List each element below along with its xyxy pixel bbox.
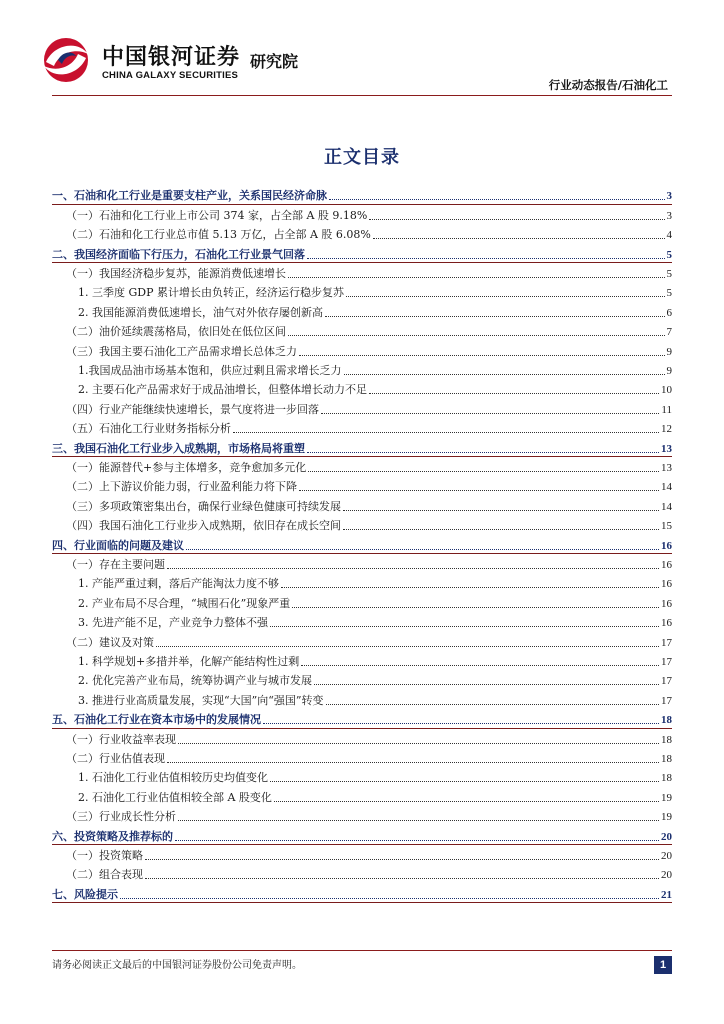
toc-entry-label: （三）多项政策密集出台，确保行业绿色健康可持续发展 (66, 499, 341, 513)
toc-entry-page: 14 (661, 481, 672, 494)
toc-entry-label: 2. 产业布局不尽合理，“城围石化”现象严重 (78, 596, 291, 610)
toc-entry-level-3[interactable] (52, 785, 672, 804)
toc-entry-label: （一）能源替代+参与主体增多，竞争愈加多元化 (66, 460, 307, 474)
toc-entry-page: 13 (661, 442, 672, 455)
toc-entry-level-2[interactable] (52, 630, 672, 649)
toc-entry-level-1[interactable] (52, 436, 672, 455)
toc-entry-page: 20 (661, 849, 672, 862)
toc-leader-dots (281, 587, 659, 588)
toc-entry-label: （四）行业产能继续快速增长，景气度将进一步回落 (66, 402, 319, 416)
toc-entry-page: 3 (666, 209, 672, 222)
toc-entry-label: （三）我国主要石油化工产品需求增长总体乏力 (66, 344, 297, 358)
toc-entry-level-1[interactable] (52, 708, 672, 727)
toc-entry-level-1[interactable] (52, 824, 672, 843)
toc-entry-page: 16 (661, 539, 672, 552)
toc-entry-label: 1. 科学规划+多措并举，化解产能结构性过剩 (78, 654, 300, 668)
header-divider (52, 95, 672, 96)
toc-leader-dots (346, 296, 665, 297)
company-logo (36, 32, 308, 92)
toc-leader-dots (288, 335, 665, 336)
toc-entry-level-2[interactable] (52, 844, 672, 863)
galaxy-logo-icon (36, 32, 96, 88)
toc-entry-page: 17 (661, 636, 672, 649)
toc-entry-level-2[interactable] (52, 747, 672, 766)
toc-leader-dots (186, 549, 659, 550)
toc-entry-level-2[interactable] (52, 494, 672, 513)
toc-entry-level-3[interactable] (52, 766, 672, 785)
toc-entry-level-1[interactable] (52, 242, 672, 261)
toc-entry-level-2[interactable] (52, 339, 672, 358)
toc-entry-page: 17 (661, 655, 672, 668)
toc-leader-dots (167, 568, 659, 569)
toc-entry-label: 七、风险提示 (52, 887, 118, 901)
toc-leader-dots (369, 219, 664, 220)
toc-leader-dots (307, 452, 659, 453)
toc-leader-dots (344, 374, 665, 375)
page-header (0, 0, 724, 100)
toc-entry-page: 20 (661, 830, 672, 843)
toc-entry-label: 3. 推进行业高质量发展，实现“大国”向“强国”转变 (78, 693, 324, 707)
toc-entry-label: 1. 产能严重过剩，落后产能淘汰力度不够 (78, 577, 279, 591)
company-name-en: CHINA GALAXY SECURITIES (102, 70, 239, 81)
toc-entry-level-2[interactable] (52, 805, 672, 824)
toc-leader-dots (178, 743, 659, 744)
toc-entry-label: 二、我国经济面临下行压力，石油化工行业景气回落 (52, 247, 305, 261)
toc-entry-level-2[interactable] (52, 727, 672, 746)
toc-entry-level-2[interactable] (52, 203, 672, 222)
toc-entry-label: 五、石油化工行业在资本市场中的发展情况 (52, 713, 261, 727)
institute-label: 研究院 (250, 52, 299, 71)
toc-leader-dots (292, 607, 659, 608)
toc-entry-label: 2. 我国能源消费低速增长，油气对外依存屡创新高 (78, 305, 323, 319)
footer-disclaimer: 请务必阅读正文最后的中国银河证券股份公司免责声明。 (52, 960, 302, 971)
page-number: 1 (654, 956, 672, 974)
toc-leader-dots (326, 704, 660, 705)
toc-entry-label: 3. 先进产能不足，产业竞争力整体不强 (78, 616, 268, 630)
toc-entry-page: 16 (661, 558, 672, 571)
toc-leader-dots (343, 510, 659, 511)
toc-entry-level-3[interactable] (52, 281, 672, 300)
toc-entry-page: 5 (666, 287, 672, 300)
footer-divider (52, 950, 672, 951)
toc-leader-dots (175, 840, 659, 841)
toc-entry-level-3[interactable] (52, 359, 672, 378)
toc-entry-page: 18 (661, 733, 672, 746)
toc-entry-label: （二）石油和化工行业总市值 5.13 万亿，占全部 A 股 6.08% (66, 228, 371, 242)
toc-entry-label: 2. 主要石化产品需求好于成品油增长，但整体增长动力不足 (78, 383, 367, 397)
toc-entry-page: 16 (661, 597, 672, 610)
toc-entry-level-3[interactable] (52, 378, 672, 397)
toc-entry-page: 4 (666, 229, 672, 242)
toc-entry-label: 三、我国石油化工行业步入成熟期，市场格局将重塑 (52, 441, 305, 455)
toc-entry-level-2[interactable] (52, 262, 672, 281)
toc-entry-page: 15 (661, 520, 672, 533)
toc-leader-dots (308, 471, 659, 472)
toc-entry-label: （五）石油化工行业财务指标分析 (66, 422, 231, 436)
toc-entry-label: 六、投资策略及推荐标的 (52, 829, 173, 843)
toc-leader-dots (233, 432, 659, 433)
toc-leader-dots (167, 762, 659, 763)
toc-leader-dots (274, 801, 659, 802)
toc-title: 正文目录 (324, 147, 400, 168)
toc-entry-label: 1. 三季度 GDP 累计增长由负转正，经济运行稳步复苏 (78, 286, 344, 300)
toc-entry-page: 11 (661, 403, 672, 416)
toc-entry-level-2[interactable] (52, 514, 672, 533)
toc-leader-dots (329, 199, 665, 200)
toc-entry-level-3[interactable] (52, 650, 672, 669)
toc-entry-level-2[interactable] (52, 417, 672, 436)
toc-leader-dots (301, 665, 659, 666)
toc-entry-level-3[interactable] (52, 688, 672, 707)
toc-entry-label: （二）组合表现 (66, 868, 143, 882)
toc-entry-label: （一）投资策略 (66, 848, 143, 862)
toc-entry-level-2[interactable] (52, 553, 672, 572)
toc-entry-label: （四）我国石油化工行业步入成熟期，依旧存在成长空间 (66, 519, 341, 533)
toc-entry-page: 13 (661, 461, 672, 474)
toc-entry-page: 18 (661, 752, 672, 765)
toc-entry-page: 16 (661, 578, 672, 591)
toc-entry-page: 10 (661, 384, 672, 397)
toc-entry-level-2[interactable] (52, 863, 672, 882)
toc-entry-level-2[interactable] (52, 397, 672, 416)
toc-entry-level-1[interactable] (52, 184, 672, 203)
toc-entry-page: 19 (661, 811, 672, 824)
toc-section-rule (52, 902, 672, 903)
report-category: 行业动态报告/石油化工 (548, 78, 668, 92)
toc-entry-page: 18 (661, 714, 672, 727)
toc-entry-level-1[interactable] (52, 533, 672, 552)
toc-entry-level-3[interactable] (52, 591, 672, 610)
toc-entry-page: 17 (661, 694, 672, 707)
toc-entry-label: （三）行业成长性分析 (66, 810, 176, 824)
toc-leader-dots (145, 859, 659, 860)
toc-entry-level-2[interactable] (52, 320, 672, 339)
toc-entry-page: 12 (661, 423, 672, 436)
toc-leader-dots (307, 258, 665, 259)
toc-leader-dots (299, 490, 659, 491)
toc-entry-page: 19 (661, 791, 672, 804)
toc-entry-page: 5 (666, 248, 672, 261)
toc-entry-page: 17 (661, 675, 672, 688)
toc-entry-level-3[interactable] (52, 572, 672, 591)
toc-entry-label: 一、石油和化工行业是重要支柱产业，关系国民经济命脉 (52, 189, 327, 203)
toc-leader-dots (369, 393, 659, 394)
toc-entry-page: 6 (666, 306, 672, 319)
toc-entry-page: 3 (666, 190, 672, 203)
toc-entry-label: （二）行业估值表现 (66, 751, 165, 765)
toc-leader-dots (120, 898, 659, 899)
toc-entry-page: 5 (666, 267, 672, 280)
toc-entry-page: 18 (661, 772, 672, 785)
toc-entry-page: 21 (661, 888, 672, 901)
toc-leader-dots (325, 316, 665, 317)
toc-entry-level-3[interactable] (52, 300, 672, 319)
toc-entry-label: （二）建议及对策 (66, 635, 154, 649)
toc-entry-label: 1. 石油化工行业估值相较历史均值变化 (78, 771, 268, 785)
toc-entry-label: 四、行业面临的问题及建议 (52, 538, 184, 552)
toc-entry-page: 9 (666, 345, 672, 358)
toc-leader-dots (178, 820, 659, 821)
toc-leader-dots (145, 878, 659, 879)
toc-entry-level-2[interactable] (52, 475, 672, 494)
toc-leader-dots (288, 277, 665, 278)
toc-leader-dots (156, 646, 659, 647)
toc-entry-label: 1.我国成品油市场基本饱和，供应过剩且需求增长乏力 (78, 363, 342, 377)
toc-leader-dots (314, 684, 659, 685)
company-name-cn: 中国银河证券 (102, 45, 241, 70)
toc-entry-page: 20 (661, 869, 672, 882)
toc-entry-label: （二）上下游议价能力弱，行业盈利能力将下降 (66, 480, 297, 494)
toc-entry-page: 9 (666, 364, 672, 377)
toc-leader-dots (263, 723, 659, 724)
toc-entry-label: （一）我国经济稳步复苏，能源消费低速增长 (66, 266, 286, 280)
toc-entry-level-3[interactable] (52, 611, 672, 630)
toc-entry-page: 7 (666, 326, 672, 339)
toc-entry-level-3[interactable] (52, 669, 672, 688)
toc-entry-label: 2. 优化完善产业布局，统筹协调产业与城市发展 (78, 674, 312, 688)
toc-leader-dots (270, 781, 659, 782)
toc-entry-label: （一）行业收益率表现 (66, 732, 176, 746)
toc-leader-dots (373, 238, 665, 239)
toc-leader-dots (321, 413, 659, 414)
toc-entry-page: 16 (661, 617, 672, 630)
toc-entry-page: 14 (661, 500, 672, 513)
toc-entry-level-1[interactable] (52, 882, 672, 901)
toc-leader-dots (299, 355, 665, 356)
toc-entry-label: （二）油价延续震荡格局，依旧处在低位区间 (66, 325, 286, 339)
toc-leader-dots (343, 529, 659, 530)
toc-entry-level-2[interactable] (52, 456, 672, 475)
toc-entry-label: 2. 石油化工行业估值相较全部 A 股变化 (78, 790, 272, 804)
toc-entry-label: （一）石油和化工行业上市公司 374 家，占全部 A 股 9.18% (66, 208, 368, 222)
toc-leader-dots (270, 626, 659, 627)
toc-entry-label: （一）存在主要问题 (66, 557, 165, 571)
toc-entry-level-2[interactable] (52, 223, 672, 242)
